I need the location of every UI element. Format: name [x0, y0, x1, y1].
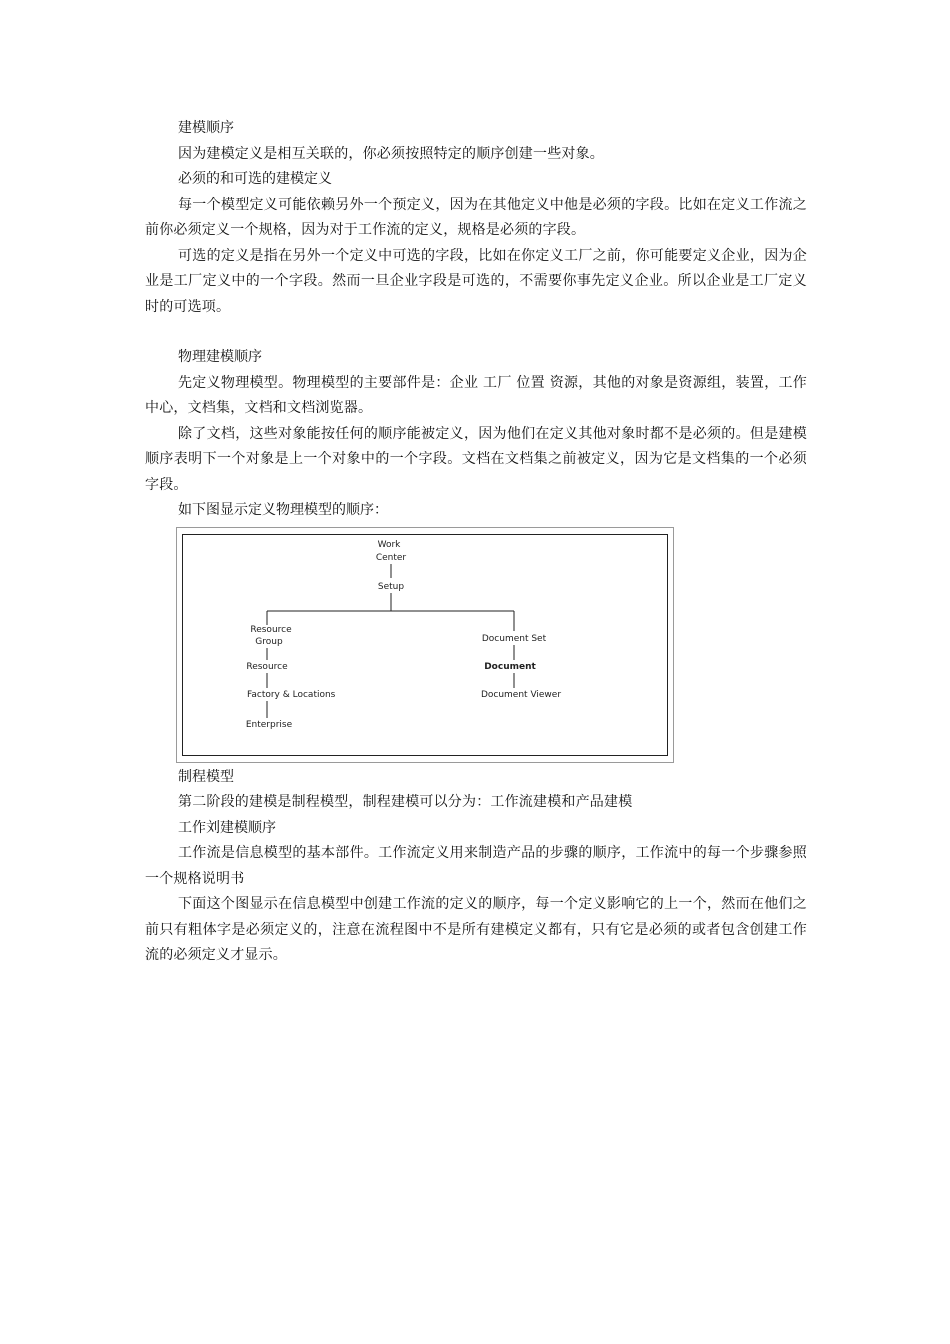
- paragraph-modeling-order: 因为建模定义是相互关联的，你必须按照特定的顺序创建一些对象。: [178, 145, 604, 162]
- heading-required-optional: 必须的和可选的建模定义: [178, 171, 332, 187]
- node-setup: Setup: [377, 581, 405, 592]
- paragraph-required: 每一个模型定义可能依赖另外一个预定义，因为在其他定义中他是必须的字段。比如在定义工作流之前你必须定义一个规格，因为对于工作流的定义，规格是必须的字段。: [145, 196, 807, 238]
- section-gap: [145, 320, 807, 345]
- paragraph-workflow-2: 下面这个图显示在信息模型中创建工作流的定义的顺序，每一个定义影响它的上一个，然而在他们之前只有粗体字是必须定义的，注意在流程图中不是所有建模定义都有，只有它是必须的或者包含创建工作流的必须定义才显示。: [145, 896, 807, 963]
- node-resource-group-line2: Group: [255, 636, 283, 647]
- heading-workflow-order: 工作刘建模顺序: [178, 819, 276, 836]
- physical-model-figure: [176, 527, 674, 763]
- paragraph-optional: 可选的定义是指在另外一个定义中可选的字段，比如在你定义工厂之前，你可能要定义企业，因为企业是工厂定义中的一个字段。然而一旦企业字段是可选的，不需要你事先定义企业。所以企业是工厂定义时的可选项。: [145, 247, 807, 315]
- heading-modeling-order: 建模顺序: [178, 120, 234, 136]
- paragraph-workflow-1: 工作流是信息模型的基本部件。工作流定义用来制造产品的步骤的顺序，工作流中的每一个步骤参照一个规格说明书: [145, 845, 807, 887]
- node-resource-group-line1: Resource: [250, 624, 292, 635]
- physical-model-diagram: [183, 535, 669, 757]
- paragraph-physical-1: 先定义物理模型。物理模型的主要部件是：企业 工厂 位置 资源，其他的对象是资源组，装置，工作中心，文档集，文档和文档浏览器。: [145, 374, 807, 416]
- node-document-viewer: Document Viewer: [480, 689, 562, 700]
- node-work-center-line1: Work: [377, 539, 401, 550]
- paragraph-physical-2: 除了文档，这些对象能按任何的顺序能被定义，因为他们在定义其他对象时都不是必须的。但是建模顺序表明下一个对象是上一个对象中的一个字段。文档在文档集之前被定义，因为它是文档集的一个必须字段。: [145, 425, 807, 493]
- heading-physical-order: 物理建模顺序: [178, 349, 262, 365]
- heading-process-model: 制程模型: [178, 768, 234, 785]
- node-document: Document: [484, 661, 536, 672]
- node-document-set: Document Set: [481, 633, 547, 644]
- document-body: [145, 116, 807, 969]
- node-work-center-line2: Center: [375, 552, 407, 563]
- node-factory-locations: Factory & Locations: [247, 689, 336, 700]
- node-resource: Resource: [246, 661, 288, 672]
- figure-intro: 如下图显示定义物理模型的顺序：: [178, 502, 388, 518]
- node-enterprise: Enterprise: [245, 719, 293, 730]
- figure-border: [182, 534, 668, 756]
- paragraph-process-model: 第二阶段的建模是制程模型，制程建模可以分为：工作流建模和产品建模: [178, 794, 633, 810]
